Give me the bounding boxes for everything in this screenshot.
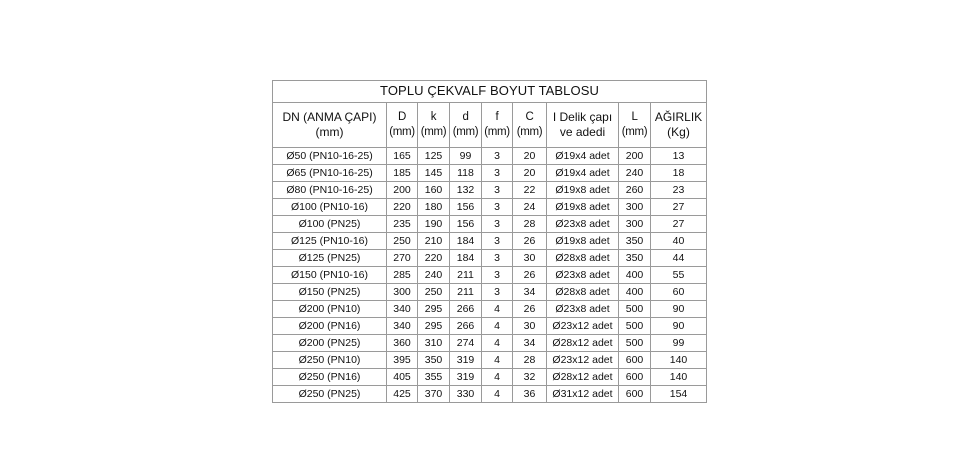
cell-bolt-holes: Ø19x8 adet	[547, 233, 619, 250]
cell-d-outer: 200	[387, 182, 418, 199]
cell-weight: 90	[651, 301, 707, 318]
cell-weight: 44	[651, 250, 707, 267]
cell-weight: 27	[651, 216, 707, 233]
cell-l: 350	[619, 250, 651, 267]
cell-d-inner: 156	[450, 199, 482, 216]
cell-k: 240	[418, 267, 450, 284]
header-c-line2: (mm)	[516, 126, 543, 138]
cell-d-inner: 184	[450, 233, 482, 250]
cell-l: 240	[619, 165, 651, 182]
cell-d-outer: 165	[387, 148, 418, 165]
cell-f: 3	[482, 233, 513, 250]
cell-l: 600	[619, 369, 651, 386]
cell-weight: 154	[651, 386, 707, 403]
cell-dn: Ø50 (PN10-16-25)	[273, 148, 387, 165]
header-d-inner	[450, 103, 482, 148]
cell-weight: 13	[651, 148, 707, 165]
cell-dn: Ø250 (PN25)	[273, 386, 387, 403]
table-row	[273, 216, 707, 233]
table-title: TOPLU ÇEKVALF BOYUT TABLOSU	[273, 81, 707, 103]
cell-bolt-holes: Ø19x8 adet	[547, 182, 619, 199]
cell-d-inner: 319	[450, 369, 482, 386]
cell-k: 355	[418, 369, 450, 386]
cell-d-outer: 360	[387, 335, 418, 352]
cell-weight: 23	[651, 182, 707, 199]
table-row	[273, 335, 707, 352]
table-row	[273, 165, 707, 182]
cell-weight: 40	[651, 233, 707, 250]
cell-d-inner: 266	[450, 318, 482, 335]
cell-weight: 27	[651, 199, 707, 216]
cell-l: 300	[619, 216, 651, 233]
cell-c: 20	[513, 165, 547, 182]
cell-l: 600	[619, 386, 651, 403]
cell-dn: Ø250 (PN16)	[273, 369, 387, 386]
header-dn-line2: (mm)	[315, 125, 344, 139]
cell-bolt-holes: Ø19x8 adet	[547, 199, 619, 216]
header-dn	[273, 103, 387, 148]
cell-dn: Ø200 (PN16)	[273, 318, 387, 335]
cell-d-outer: 425	[387, 386, 418, 403]
cell-d-inner: 211	[450, 284, 482, 301]
cell-d-inner: 156	[450, 216, 482, 233]
table-row	[273, 182, 707, 199]
header-k-line1: k	[430, 111, 437, 123]
cell-l: 350	[619, 233, 651, 250]
cell-d-outer: 340	[387, 318, 418, 335]
cell-d-outer: 250	[387, 233, 418, 250]
cell-k: 310	[418, 335, 450, 352]
cell-k: 295	[418, 318, 450, 335]
cell-f: 3	[482, 182, 513, 199]
header-d-outer	[387, 103, 418, 148]
table-row	[273, 352, 707, 369]
cell-d-inner: 132	[450, 182, 482, 199]
cell-c: 24	[513, 199, 547, 216]
table-row	[273, 318, 707, 335]
cell-k: 160	[418, 182, 450, 199]
cell-l: 200	[619, 148, 651, 165]
cell-l: 600	[619, 352, 651, 369]
cell-c: 32	[513, 369, 547, 386]
header-bolt-holes	[547, 103, 619, 148]
cell-k: 125	[418, 148, 450, 165]
table-row	[273, 148, 707, 165]
header-row	[273, 103, 707, 148]
table-body	[273, 148, 707, 403]
cell-d-inner: 211	[450, 267, 482, 284]
cell-k: 350	[418, 352, 450, 369]
cell-k: 190	[418, 216, 450, 233]
table-row	[273, 267, 707, 284]
cell-dn: Ø125 (PN25)	[273, 250, 387, 267]
cell-f: 3	[482, 148, 513, 165]
cell-f: 3	[482, 199, 513, 216]
header-d-inner-line1: d	[462, 111, 469, 123]
cell-f: 3	[482, 284, 513, 301]
header-weight-line2: (Kg)	[667, 125, 690, 139]
header-bolt-holes-line1: I Delik çapı	[552, 110, 613, 124]
cell-f: 4	[482, 318, 513, 335]
cell-bolt-holes: Ø19x4 adet	[547, 165, 619, 182]
cell-l: 500	[619, 335, 651, 352]
cell-d-inner: 184	[450, 250, 482, 267]
cell-d-outer: 405	[387, 369, 418, 386]
cell-l: 500	[619, 318, 651, 335]
cell-d-outer: 220	[387, 199, 418, 216]
cell-k: 145	[418, 165, 450, 182]
cell-c: 28	[513, 352, 547, 369]
cell-f: 4	[482, 386, 513, 403]
cell-bolt-holes: Ø19x4 adet	[547, 148, 619, 165]
table-row	[273, 386, 707, 403]
header-c-line1: C	[525, 111, 534, 123]
header-k	[418, 103, 450, 148]
dimension-table	[272, 80, 707, 403]
cell-weight: 18	[651, 165, 707, 182]
table-row	[273, 284, 707, 301]
cell-d-outer: 395	[387, 352, 418, 369]
cell-d-inner: 99	[450, 148, 482, 165]
cell-d-outer: 185	[387, 165, 418, 182]
dimension-table-container	[272, 80, 706, 403]
header-l-line2: (mm)	[621, 126, 648, 138]
header-weight-line1: AĞIRLIK	[654, 110, 703, 124]
cell-f: 3	[482, 165, 513, 182]
cell-d-inner: 266	[450, 301, 482, 318]
cell-weight: 99	[651, 335, 707, 352]
cell-l: 400	[619, 267, 651, 284]
header-weight	[651, 103, 707, 148]
cell-c: 30	[513, 250, 547, 267]
cell-dn: Ø80 (PN10-16-25)	[273, 182, 387, 199]
cell-dn: Ø200 (PN10)	[273, 301, 387, 318]
cell-c: 34	[513, 284, 547, 301]
header-l	[619, 103, 651, 148]
cell-dn: Ø150 (PN25)	[273, 284, 387, 301]
cell-weight: 140	[651, 369, 707, 386]
cell-dn: Ø100 (PN25)	[273, 216, 387, 233]
cell-d-outer: 285	[387, 267, 418, 284]
header-bolt-holes-line2: ve adedi	[559, 125, 606, 139]
cell-f: 3	[482, 216, 513, 233]
table-row	[273, 369, 707, 386]
cell-bolt-holes: Ø23x12 adet	[547, 318, 619, 335]
cell-weight: 90	[651, 318, 707, 335]
cell-k: 370	[418, 386, 450, 403]
cell-k: 210	[418, 233, 450, 250]
cell-c: 36	[513, 386, 547, 403]
cell-c: 34	[513, 335, 547, 352]
cell-c: 28	[513, 216, 547, 233]
cell-c: 26	[513, 267, 547, 284]
cell-d-outer: 340	[387, 301, 418, 318]
cell-weight: 140	[651, 352, 707, 369]
cell-d-outer: 270	[387, 250, 418, 267]
cell-f: 4	[482, 369, 513, 386]
cell-l: 260	[619, 182, 651, 199]
cell-l: 400	[619, 284, 651, 301]
cell-f: 4	[482, 301, 513, 318]
cell-dn: Ø200 (PN25)	[273, 335, 387, 352]
cell-bolt-holes: Ø23x8 adet	[547, 267, 619, 284]
cell-d-inner: 319	[450, 352, 482, 369]
table-row	[273, 233, 707, 250]
cell-k: 180	[418, 199, 450, 216]
header-f-line2: (mm)	[484, 126, 510, 138]
cell-l: 500	[619, 301, 651, 318]
cell-f: 3	[482, 267, 513, 284]
cell-l: 300	[619, 199, 651, 216]
table-row	[273, 199, 707, 216]
cell-f: 3	[482, 250, 513, 267]
cell-bolt-holes: Ø23x12 adet	[547, 352, 619, 369]
cell-c: 22	[513, 182, 547, 199]
cell-f: 4	[482, 335, 513, 352]
cell-bolt-holes: Ø28x12 adet	[547, 369, 619, 386]
table-row	[273, 301, 707, 318]
header-l-line1: L	[631, 111, 638, 123]
cell-dn: Ø125 (PN10-16)	[273, 233, 387, 250]
cell-dn: Ø150 (PN10-16)	[273, 267, 387, 284]
cell-bolt-holes: Ø31x12 adet	[547, 386, 619, 403]
cell-k: 220	[418, 250, 450, 267]
cell-dn: Ø250 (PN10)	[273, 352, 387, 369]
cell-f: 4	[482, 352, 513, 369]
cell-d-outer: 300	[387, 284, 418, 301]
cell-k: 250	[418, 284, 450, 301]
cell-k: 295	[418, 301, 450, 318]
cell-d-inner: 330	[450, 386, 482, 403]
header-k-line2: (mm)	[420, 126, 447, 138]
cell-weight: 55	[651, 267, 707, 284]
header-f	[482, 103, 513, 148]
cell-c: 26	[513, 233, 547, 250]
cell-bolt-holes: Ø28x12 adet	[547, 335, 619, 352]
cell-bolt-holes: Ø23x8 adet	[547, 216, 619, 233]
header-c	[513, 103, 547, 148]
header-d-outer-line1: D	[397, 111, 406, 123]
cell-d-inner: 118	[450, 165, 482, 182]
cell-bolt-holes: Ø23x8 adet	[547, 301, 619, 318]
header-f-line1: f	[495, 111, 499, 123]
cell-bolt-holes: Ø28x8 adet	[547, 284, 619, 301]
cell-dn: Ø65 (PN10-16-25)	[273, 165, 387, 182]
cell-bolt-holes: Ø28x8 adet	[547, 250, 619, 267]
header-d-outer-line2: (mm)	[389, 126, 415, 138]
cell-d-inner: 274	[450, 335, 482, 352]
table-row	[273, 250, 707, 267]
header-d-inner-line2: (mm)	[452, 126, 479, 138]
cell-weight: 60	[651, 284, 707, 301]
cell-c: 20	[513, 148, 547, 165]
cell-d-outer: 235	[387, 216, 418, 233]
cell-c: 30	[513, 318, 547, 335]
header-dn-line1: DN (ANMA ÇAPI)	[282, 110, 377, 124]
cell-c: 26	[513, 301, 547, 318]
cell-dn: Ø100 (PN10-16)	[273, 199, 387, 216]
